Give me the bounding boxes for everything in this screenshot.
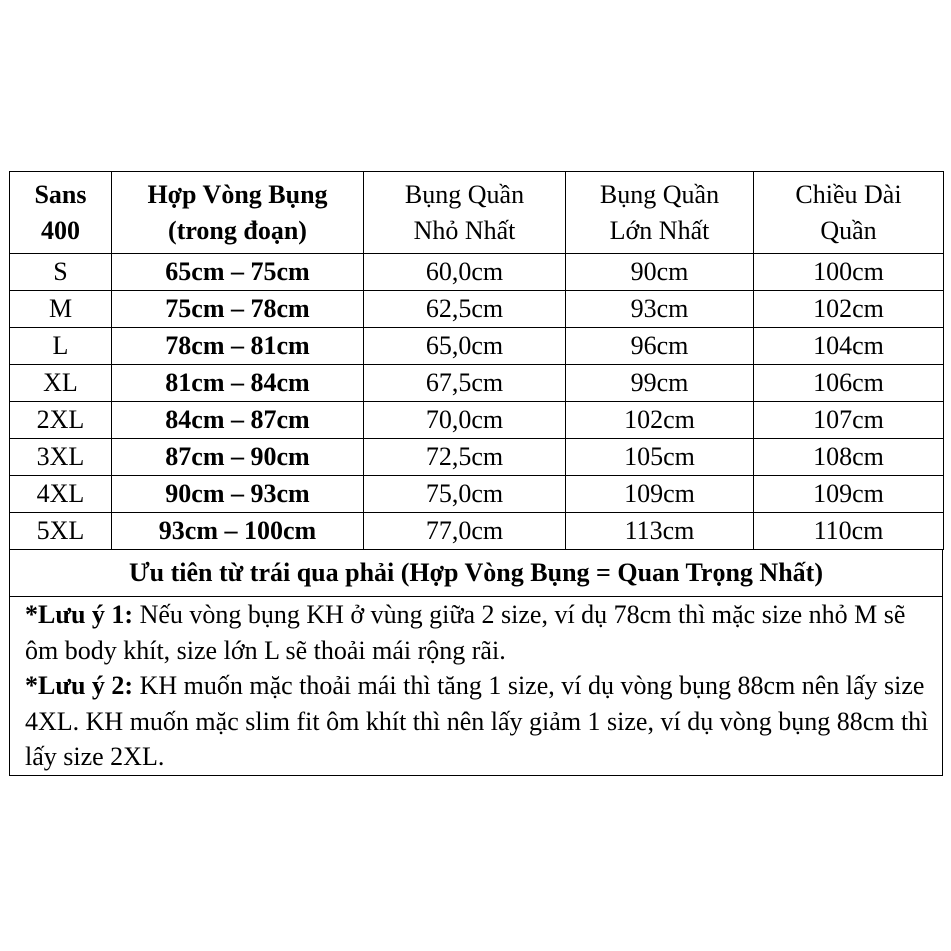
cell-size: S [10,254,112,291]
note-2 [25,668,938,775]
header-row [10,172,944,254]
header-size: Sans 400 [10,172,112,254]
table-row [10,513,944,550]
note-1-label: *Lưu ý 1: [25,600,134,629]
cell-fit: 90cm – 93cm [112,476,364,513]
cell-fit: 87cm – 90cm [112,439,364,476]
header-length: Chiều Dài Quần [754,172,944,254]
cell-min: 67,5cm [364,365,566,402]
cell-fit: 65cm – 75cm [112,254,364,291]
cell-length: 109cm [754,476,944,513]
note-1 [25,597,938,668]
cell-min: 65,0cm [364,328,566,365]
cell-max: 105cm [566,439,754,476]
cell-max: 113cm [566,513,754,550]
cell-fit: 75cm – 78cm [112,291,364,328]
cell-min: 72,5cm [364,439,566,476]
cell-size: 4XL [10,476,112,513]
size-chart [9,171,943,776]
note-2-text: KH muốn mặc thoải mái thì tăng 1 size, ví dụ vòng bụng 88cm nên lấy size 4XL. KH muốn mặc slim fit ôm khít thì nên lấy giảm 1 size, ví dụ vòng bụng 88cm thì lấy size 2XL. [25,671,929,771]
priority-note: Ưu tiên từ trái qua phải (Hợp Vòng Bụng = Quan Trọng Nhất) [9,550,943,597]
cell-max: 96cm [566,328,754,365]
cell-min: 75,0cm [364,476,566,513]
cell-length: 102cm [754,291,944,328]
cell-max: 102cm [566,402,754,439]
cell-size: 2XL [10,402,112,439]
cell-max: 90cm [566,254,754,291]
cell-size: L [10,328,112,365]
cell-fit: 84cm – 87cm [112,402,364,439]
cell-fit: 81cm – 84cm [112,365,364,402]
cell-min: 77,0cm [364,513,566,550]
cell-length: 107cm [754,402,944,439]
header-min-waist: Bụng Quần Nhỏ Nhất [364,172,566,254]
cell-length: 104cm [754,328,944,365]
table-row [10,476,944,513]
size-table [9,171,944,550]
cell-fit: 93cm – 100cm [112,513,364,550]
cell-min: 62,5cm [364,291,566,328]
cell-size: XL [10,365,112,402]
header-fit-waist: Hợp Vòng Bụng (trong đoạn) [112,172,364,254]
cell-length: 108cm [754,439,944,476]
cell-min: 60,0cm [364,254,566,291]
table-row [10,365,944,402]
table-row [10,402,944,439]
cell-length: 100cm [754,254,944,291]
cell-length: 106cm [754,365,944,402]
table-row [10,439,944,476]
cell-size: 5XL [10,513,112,550]
cell-length: 110cm [754,513,944,550]
table-row [10,291,944,328]
cell-size: M [10,291,112,328]
cell-max: 109cm [566,476,754,513]
note-2-label: *Lưu ý 2: [25,671,134,700]
table-row [10,328,944,365]
table-row [10,254,944,291]
cell-fit: 78cm – 81cm [112,328,364,365]
cell-max: 99cm [566,365,754,402]
cell-min: 70,0cm [364,402,566,439]
cell-size: 3XL [10,439,112,476]
header-max-waist: Bụng Quần Lớn Nhất [566,172,754,254]
note-1-text: Nếu vòng bụng KH ở vùng giữa 2 size, ví dụ 78cm thì mặc size nhỏ M sẽ ôm body khít, size lớn L sẽ thoải mái rộng rãi. [25,600,906,665]
notes-box [9,597,943,776]
cell-max: 93cm [566,291,754,328]
